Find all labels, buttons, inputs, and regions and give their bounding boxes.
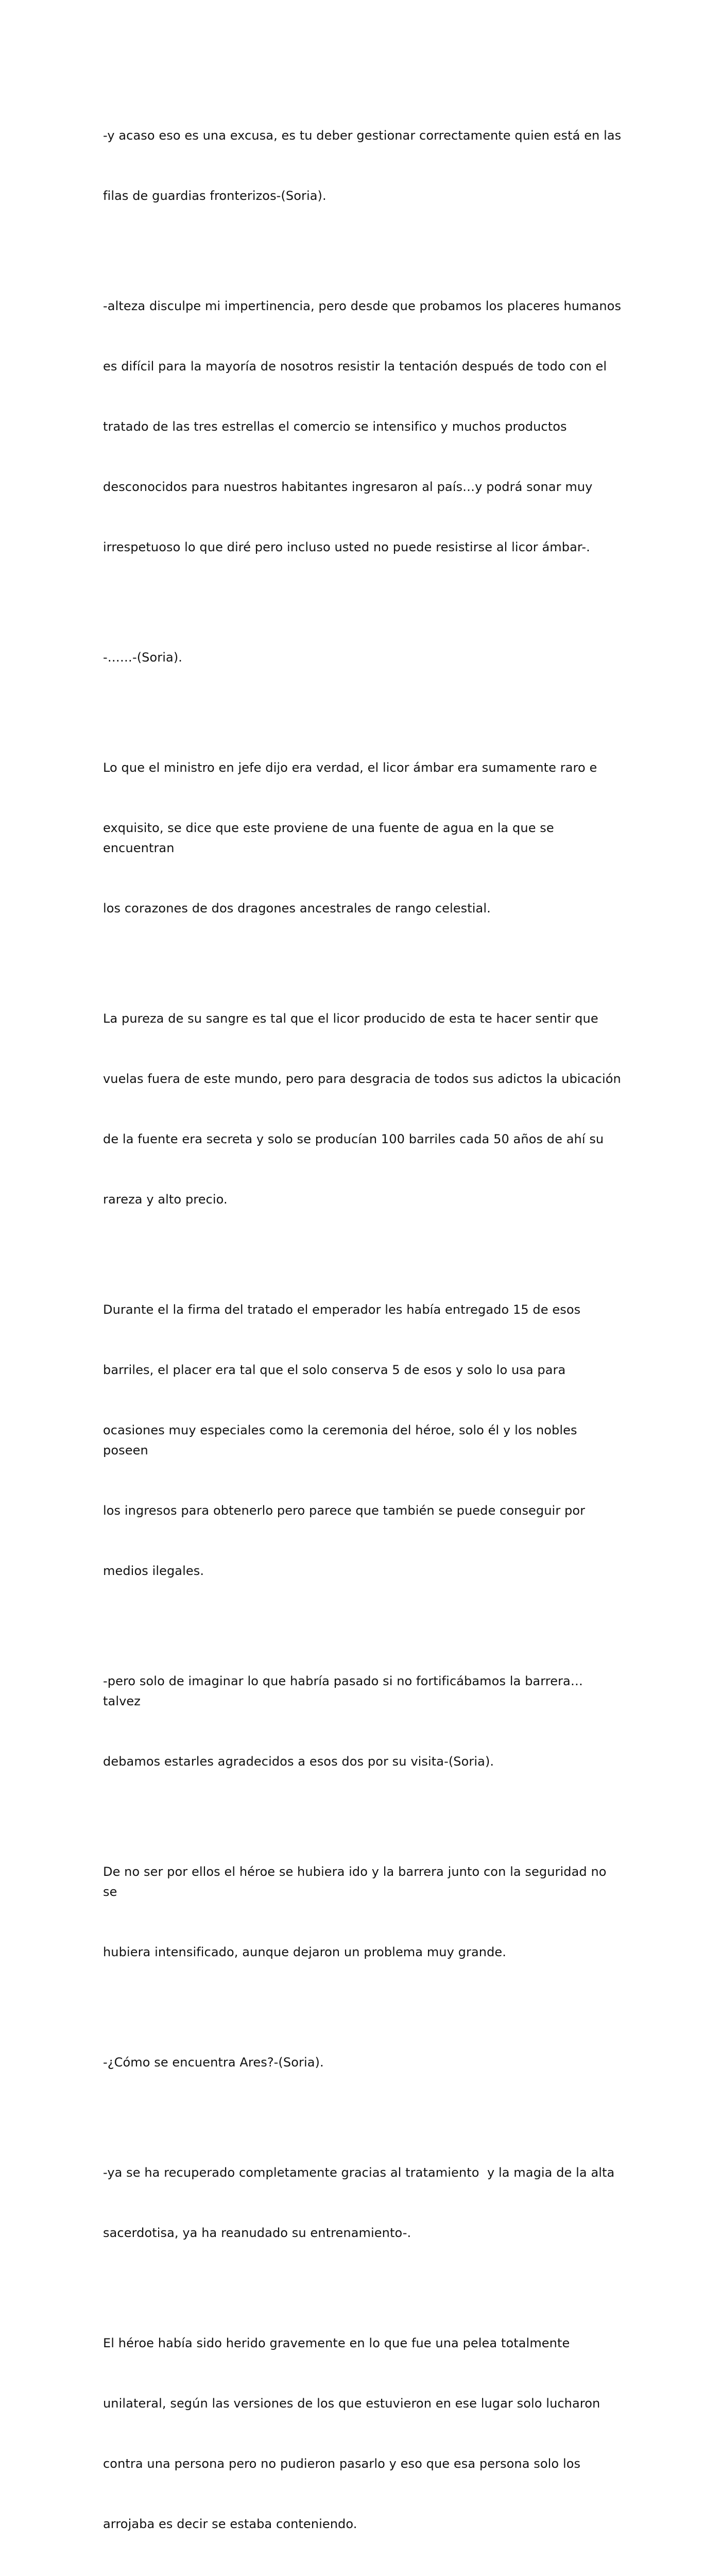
text-line: debamos estarles agradecidos a esos dos por su visita-(Soria). <box>103 1754 494 1769</box>
text-line: De no ser por ellos el héroe se hubiera ido y la barrera junto con la seguridad no se <box>103 1865 611 1899</box>
paragraph <box>103 1631 623 1812</box>
text-line: arrojaba es decir se estaba conteniendo. <box>103 2517 357 2531</box>
text-line: -alteza disculpe mi impertinencia, pero desde que probamos los placeres humanos <box>103 299 622 313</box>
text-line: -y acaso eso es una excusa, es tu deber gestionar correctamente quien está en las <box>103 128 622 143</box>
paragraph <box>103 86 623 246</box>
text-line: rareza y alto precio. <box>103 1192 228 1207</box>
text-line: -pero solo de imaginar lo que habría pasado si no fortificábamos la barrera… talvez <box>103 1674 587 1708</box>
paragraph <box>103 2293 623 2574</box>
text-line: Durante el la firma del tratado el emperador les había entregado 15 de esos <box>103 1302 581 1317</box>
document-body <box>103 86 623 2576</box>
paragraph <box>103 1822 623 2003</box>
paragraph <box>103 1260 623 1621</box>
text-line: desconocidos para nuestros habitantes ingresaron al país…y podrá sonar muy <box>103 480 593 494</box>
paragraph <box>103 607 623 708</box>
text-line: contra una persona pero no pudieron pasarlo y eso que esa persona solo los <box>103 2456 581 2471</box>
text-line: sacerdotisa, ya ha reanudado su entrenamiento-. <box>103 2226 411 2240</box>
text-line: unilateral, según las versiones de los que estuvieron en ese lugar solo lucharon <box>103 2396 600 2411</box>
text-line: es difícil para la mayoría de nosotros resistir la tentación después de todo con el <box>103 359 607 374</box>
text-line: -ya se ha recuperado completamente gracias al tratamiento y la magia de la alta <box>103 2165 615 2180</box>
text-line: los corazones de dos dragones ancestrales de rango celestial. <box>103 901 491 916</box>
paragraph <box>103 2123 623 2283</box>
text-line: tratado de las tres estrellas el comercio se intensifico y muchos productos <box>103 419 567 434</box>
text-line: los ingresos para obtenerlo pero parece que también se puede conseguir por <box>103 1503 586 1518</box>
text-line: de la fuente era secreta y solo se producían 100 barriles cada 50 años de ahí su <box>103 1132 604 1146</box>
text-line: -¿Cómo se encuentra Ares?-(Soria). <box>103 2055 324 2070</box>
paragraph <box>103 256 623 598</box>
text-line: -……-(Soria). <box>103 650 183 665</box>
paragraph <box>103 969 623 1250</box>
paragraph <box>103 718 623 959</box>
text-line: vuelas fuera de este mundo, pero para desgracia de todos sus adictos la ubicación <box>103 1072 621 1086</box>
text-line: filas de guardias fronterizos-(Soria). <box>103 189 327 203</box>
text-line: La pureza de su sangre es tal que el licor producido de esta te hacer sentir que <box>103 1011 598 1026</box>
text-line: exquisito, se dice que este proviene de una fuente de agua en la que se encuentran <box>103 821 558 855</box>
text-line: Lo que el ministro en jefe dijo era verdad, el licor ámbar era sumamente raro e <box>103 760 597 775</box>
text-line: medios ilegales. <box>103 1564 204 1578</box>
text-line: hubiera intensificado, aunque dejaron un problema muy grande. <box>103 1945 506 1959</box>
text-line: irrespetuoso lo que diré pero incluso usted no puede resistirse al licor ámbar-. <box>103 540 590 554</box>
text-line: El héroe había sido herido gravemente en lo que fue una pelea totalmente <box>103 2336 570 2350</box>
text-line: ocasiones muy especiales como la ceremonia del héroe, solo él y los nobles poseen <box>103 1423 581 1458</box>
text-line: barriles, el placer era tal que el solo conserva 5 de esos y solo lo usa para <box>103 1363 566 1377</box>
paragraph <box>103 2012 623 2113</box>
